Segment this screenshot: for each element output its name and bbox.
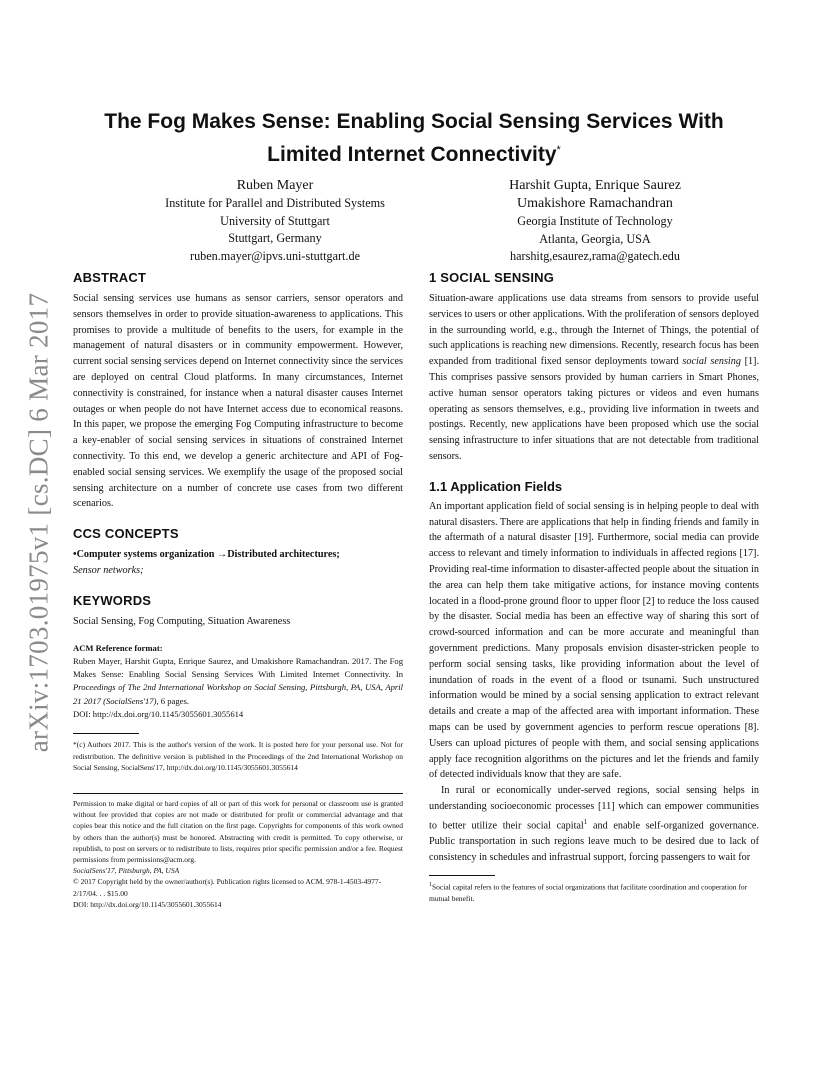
- permission-text: Permission to make digital or hard copies of all or part of this work for personal or classroom use is granted without fee provided that copies are not made or distributed for profit or commercial advantage and that copies bear this notice and the full citation on the first page. Copyrights for components of this work owned by others than the author(s) must be honored. Abstracting with credit is permitted. To copy otherwise, or republish, to post on servers or to redistribute to lists, requires prior specific permission and/or a fee. Request permissions from permissions@acm.org.: [73, 798, 403, 864]
- author-location: Stuttgart, Germany: [228, 231, 322, 245]
- footnote-1-mark: 1: [429, 882, 432, 889]
- acm-reference: [73, 642, 403, 722]
- footnote-rule-right: [429, 875, 495, 876]
- abstract-heading: ABSTRACT: [73, 270, 147, 285]
- footnote-1-text: Social capital refers to the features of social organizations that facilitate coordination and cooperation for mutual benefit.: [429, 882, 748, 904]
- ccs-line1: •Computer systems organization →Distributed architectures;: [73, 549, 340, 561]
- author-university: University of Stuttgart: [220, 213, 330, 228]
- author-email: ruben.mayer@ipvs.uni-stuttgart.de: [190, 248, 360, 263]
- acm-reference-text: [73, 655, 403, 708]
- permission-doi: DOI: http://dx.doi.org/10.1145/3055601.3055614: [73, 899, 222, 909]
- acm-reference-heading: ACM Reference format:: [73, 642, 163, 653]
- author-affiliation: Institute for Parallel and Distributed Systems: [165, 196, 385, 210]
- acm-reference-doi: DOI: http://dx.doi.org/10.1145/3055601.3055614: [73, 709, 244, 720]
- abstract-text: Social sensing services use humans as sensor carriers, sensor operators and sensors themselves in order to provide situation-awareness to applications. This promises to provide a multitude of benefits to the users, for example in the management of natural disasters or in community empowerment. However, current social sensing services depend on Internet connectivity since the services are deployed on central Cloud platforms. In many circumstances, Internet connectivity is constrained, for instance when a natural disaster causes Internet outages or when people do not have Internet access due to economical reasons. In this paper, we propose the emerging Fog Computing infrastructure to become a key-enabler of social sensing services in situations of constrained Internet connectivity. To this end, we develop a generic architecture and API of Fog-enabled social sensing services. We exemplify the usage of the proposed social sensing architecture on a number of concrete use cases from two different scenarios.: [73, 293, 403, 510]
- title-footnote-mark: *: [556, 144, 561, 156]
- author-institution: Georgia Institute of Technology: [517, 214, 673, 228]
- section1-1-heading: 1.1 Application Fields: [429, 478, 563, 494]
- author-names-line1: Harshit Gupta, Enrique Saurez: [509, 178, 681, 193]
- section1-text-b: [1]. This comprises passive sensors provided by human carriers in Smart Phones, active human sensor operators taking pictures or videos and even humans operating as sensors themselves, e.g., providing live information in tweets and postings. Recently, new applications have been proposed which use the social sensing infrastructure to infer situations that are not detectable from traditional sensors.: [429, 356, 759, 462]
- author-location: Atlanta, Georgia, USA: [539, 231, 651, 246]
- paper-title: [74, 108, 754, 169]
- ccs-heading: CCS CONCEPTS: [73, 526, 179, 542]
- right-column: [429, 270, 759, 904]
- acm-reference-main: Ruben Mayer, Harshit Gupta, Enrique Saurez, and Umakishore Ramachandran. 2017. The Fog Makes Sense: Enabling Social Sensing Services With Limited Internet Connectivity. In: [73, 655, 403, 680]
- section1-1-para2: [429, 783, 759, 865]
- footnote-ref-1: 1: [583, 817, 588, 826]
- section1-heading: 1 SOCIAL SENSING: [429, 270, 555, 285]
- paper-title-text: The Fog Makes Sense: Enabling Social Sensing Services With Limited Internet Connectivity: [104, 110, 724, 166]
- footnote-rule: [73, 733, 139, 734]
- section1-1-para2-b: and enable self-organized governance. Public transportation in such regions leave much to be desired due to lack of consistency in schedules and infrastrual support, forcing passengers to wait for: [429, 820, 759, 863]
- permission-venue: SocialSens'17, Pittsburgh, PA, USA: [73, 866, 180, 876]
- section1-text: [429, 291, 759, 465]
- permission-rule: [73, 793, 403, 794]
- author-names-line2: Umakishore Ramachandran: [517, 196, 673, 211]
- title-block: [74, 108, 754, 169]
- author-email: harshitg,esaurez,rama@gatech.edu: [510, 249, 680, 263]
- acm-reference-venue: Proceedings of The 2nd International Workshop on Social Sensing, Pittsburgh, PA, USA, April 21 2017 (SocialSens'17),: [73, 682, 403, 706]
- footnote-author-version: *(c) Authors 2017. This is the author's version of the work. It is posted here for your personal use. Not for redistribution. The definitive version is published in the Proceedings of the 2nd International Workshop on Social Sensing, SocialSens'17, http://dx.doi.org/10.1145/3055601.3055614: [73, 740, 403, 772]
- ccs-text: [73, 547, 403, 579]
- acm-reference-pages: 6 pages.: [158, 695, 189, 706]
- left-column: [73, 270, 403, 910]
- section1-text-italic: social sensing: [682, 356, 741, 368]
- section1-1-para1: An important application field of social sensing is in helping people to deal with natural disasters. There are applications that help in finding friends and family in the aftermath of a natural disaster [19]. Furthermore, social media can provide access to relevant and timely information to individuals in affected regions [17]. Providing real-time information to disaster-affected people about the situation in the area can help them take mitigative actions, for instance moving contents located in a flood-prone ground floor to upper floor [2] to reduce the loss caused by the disaster. Social media has been an effective way of sharing this sort of crowd-sourced information and can be more accurate and meaningful than government predictions. Many proposals envision disaster-stricken people to perform social sensing tasks, like providing information about the level of inundation of roads in the event of a flood or tsunami. Such unstructured information would be mined by a social sensing application to extract relevant details and create a map of the affected area with important information. These maps can be used by government agencies to perform rescue operations [8]. Users can upload pictures of people with them, and social sensing applications apply face recognition algorithms on the pictures and let the friends and family of detected individuals know that they are safe.: [429, 500, 759, 781]
- arxiv-identifier-stamp: [16, 282, 62, 762]
- arxiv-identifier-text: arXiv:1703.01975v1 [cs.DC] 6 Mar 2017: [23, 292, 54, 752]
- keywords-text: Social Sensing, Fog Computing, Situation Awareness: [73, 615, 291, 627]
- section1-1-para2-a: In rural or economically under-served regions, social sensing helps in understanding socioeconomic processes [11] which can empower communities to better utilize their social capital: [429, 785, 759, 832]
- permission-copyright: © 2017 Copyright held by the owner/author(s). Publication rights licensed to ACM. 978-1-4503-4977-2/17/04. . . $15.00: [73, 877, 382, 898]
- section1-text-a: Situation-aware applications use data streams from sensors to provide useful services to users or other applications. With the proliferation of sensors deployed in the surrounding world, e.g., through the Internet of Things, the potential of such applications is reaching new dimensions. Recently, research focus has been expanded from traditional fixed sensor deployments toward: [429, 293, 759, 368]
- ccs-line2: Sensor networks;: [73, 564, 144, 576]
- author-name: Ruben Mayer: [236, 178, 314, 193]
- author-block-left: [100, 177, 450, 265]
- keywords-heading: KEYWORDS: [73, 592, 152, 608]
- author-block-right: [420, 177, 770, 266]
- permission-block: [73, 798, 403, 910]
- footnote-social-capital: [429, 880, 759, 904]
